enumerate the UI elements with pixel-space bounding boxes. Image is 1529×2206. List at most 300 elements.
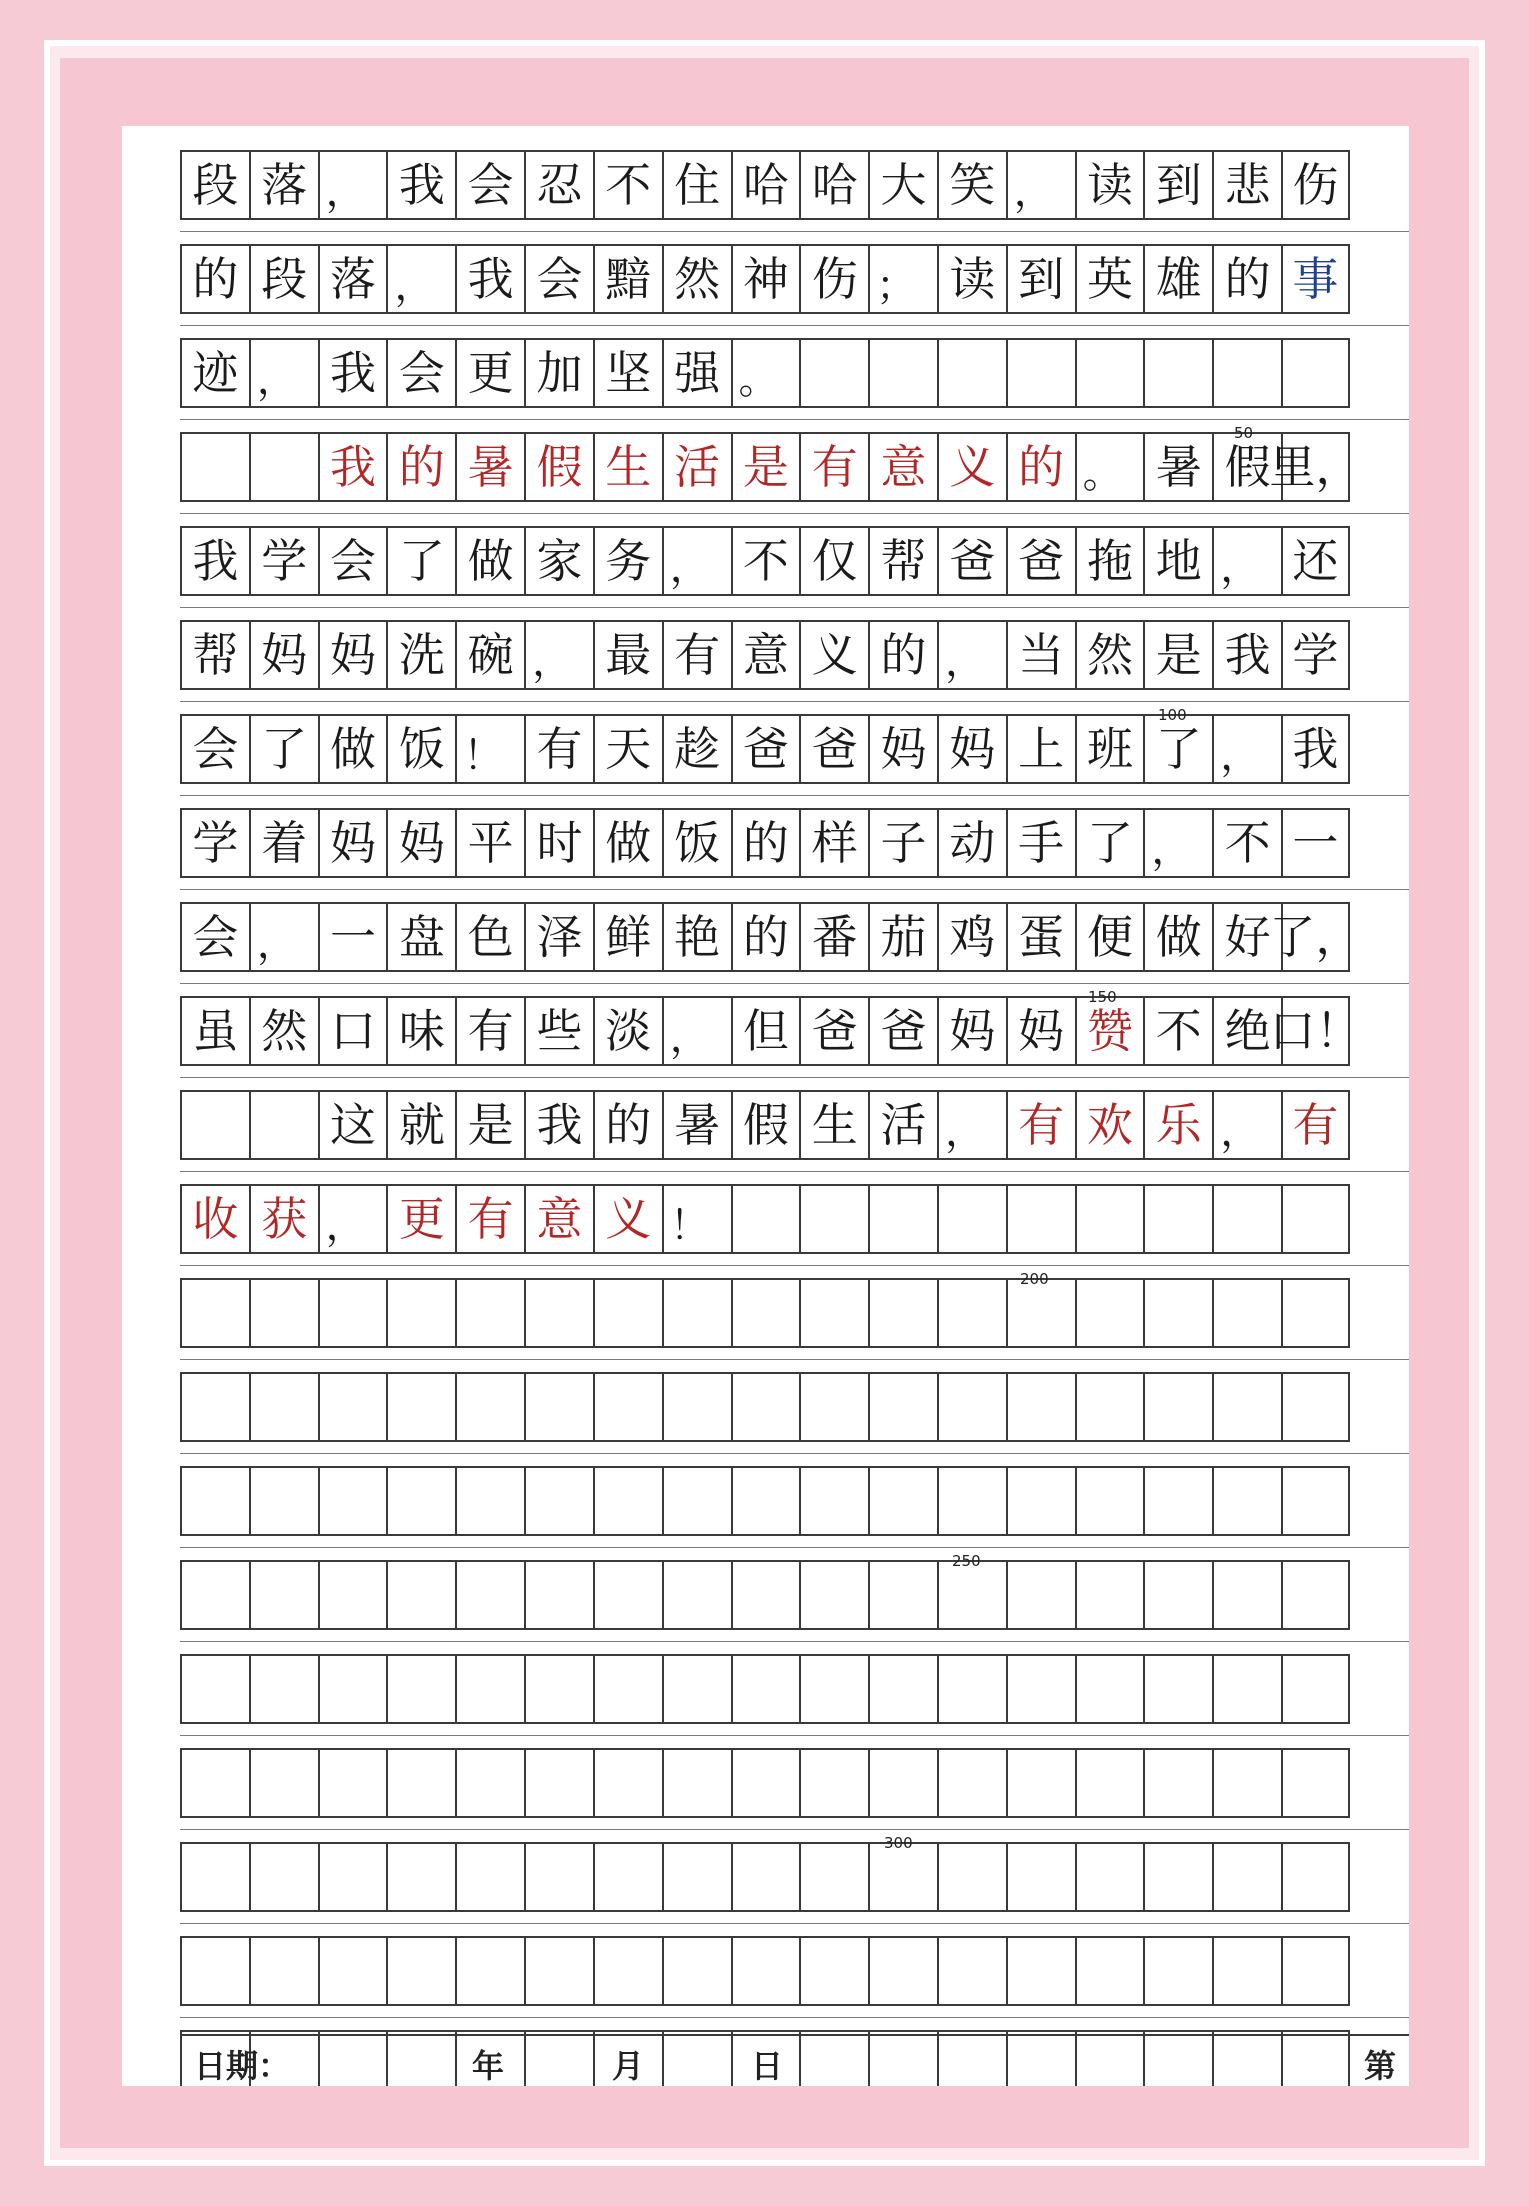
grid-cell: ， xyxy=(1212,528,1281,594)
grid-cell: 会 xyxy=(180,904,249,970)
grid-cell: 的 xyxy=(868,622,937,688)
grid-cell: 读 xyxy=(1075,152,1144,218)
grid-cell xyxy=(1006,1656,1075,1722)
grid-cell xyxy=(386,1938,455,2004)
grid-cell: 绝 xyxy=(1212,998,1281,1064)
grid-cell: ； xyxy=(868,246,937,312)
grid-cell: 些 xyxy=(524,998,593,1064)
grid-cell xyxy=(868,340,937,406)
grid-cell xyxy=(524,1374,593,1440)
grid-cell xyxy=(868,1656,937,1722)
grid-cell: 天 xyxy=(593,716,662,782)
grid-cell: 欢 xyxy=(1075,1092,1144,1158)
grid-cell: 黯 xyxy=(593,246,662,312)
grid-cell xyxy=(1006,1280,1075,1346)
grid-cell xyxy=(318,1374,387,1440)
grid-cell xyxy=(937,340,1006,406)
grid-cell: 。 xyxy=(1075,434,1144,500)
grid-cell xyxy=(662,1562,731,1628)
grid-cell xyxy=(455,1844,524,1910)
grid-cell xyxy=(249,1374,318,1440)
grid-cell: 爸 xyxy=(868,998,937,1064)
grid-cell: 有 xyxy=(455,1186,524,1252)
grid-row xyxy=(180,1936,1350,2006)
grid-cell xyxy=(180,1938,249,2004)
grid-cell xyxy=(937,1186,1006,1252)
grid-cell xyxy=(593,1656,662,1722)
grid-row xyxy=(180,526,1350,596)
grid-cell xyxy=(180,434,249,500)
grid-cell: 学 xyxy=(1281,622,1350,688)
grid-cell: 帮 xyxy=(180,622,249,688)
grid-cell: 假 xyxy=(524,434,593,500)
grid-cell xyxy=(180,1562,249,1628)
grid-cell xyxy=(1143,1374,1212,1440)
grid-cell: 妈 xyxy=(318,810,387,876)
grid-cell: 假 xyxy=(731,1092,800,1158)
page-label: 第 xyxy=(1364,2047,1397,2085)
grid-row xyxy=(180,1466,1350,1536)
grid-cell: 了 xyxy=(1075,810,1144,876)
grid-cell xyxy=(1281,1750,1350,1816)
grid-cell xyxy=(1281,1468,1350,1534)
grid-cell: 笑 xyxy=(937,152,1006,218)
grid-cell: 是 xyxy=(1143,622,1212,688)
grid-cell: 我 xyxy=(180,528,249,594)
grid-cell xyxy=(1281,1562,1350,1628)
grid-row xyxy=(180,432,1362,502)
word-count-150: 150 xyxy=(1088,988,1117,1006)
grid-cell xyxy=(731,1562,800,1628)
grid-cell xyxy=(1075,1374,1144,1440)
grid-cell xyxy=(593,1844,662,1910)
grid-cell xyxy=(455,1938,524,2004)
grid-cell xyxy=(662,1938,731,2004)
grid-cell xyxy=(799,1562,868,1628)
grid-cell xyxy=(1212,1750,1281,1816)
grid-cell xyxy=(455,1656,524,1722)
grid-cell: 趁 xyxy=(662,716,731,782)
grid-cell xyxy=(868,1374,937,1440)
grid-cell: ， xyxy=(662,998,731,1064)
grid-cell: 事 xyxy=(1281,246,1350,312)
grid-cell: 妈 xyxy=(937,998,1006,1064)
grid-row xyxy=(180,1278,1350,1348)
grid-cell xyxy=(1212,1468,1281,1534)
grid-cell: 的 xyxy=(731,904,800,970)
grid-cell xyxy=(524,1844,593,1910)
grid-cell: 神 xyxy=(731,246,800,312)
grid-cell: 洗 xyxy=(386,622,455,688)
grid-cell xyxy=(1143,340,1212,406)
grid-cell xyxy=(1075,1280,1144,1346)
grid-cell xyxy=(249,434,318,500)
grid-cell: 义 xyxy=(593,1186,662,1252)
grid-cell: 会 xyxy=(524,246,593,312)
grid-cell xyxy=(1006,1186,1075,1252)
grid-cell xyxy=(1281,1186,1350,1252)
grid-cell: 乐 xyxy=(1143,1092,1212,1158)
grid-cell: 妈 xyxy=(318,622,387,688)
grid-cell: 然 xyxy=(662,246,731,312)
grid-cell: 雄 xyxy=(1143,246,1212,312)
grid-cell: ， xyxy=(318,1186,387,1252)
grid-cell xyxy=(1212,1186,1281,1252)
grid-cell: ， xyxy=(1006,152,1075,218)
grid-cell: 活 xyxy=(662,434,731,500)
grid-cell xyxy=(1006,1374,1075,1440)
grid-cell: 义 xyxy=(937,434,1006,500)
grid-cell xyxy=(386,1562,455,1628)
grid-cell: 有 xyxy=(524,716,593,782)
grid-cell xyxy=(731,1374,800,1440)
grid-cell: ， xyxy=(662,528,731,594)
grid-cell: 里， xyxy=(1281,434,1350,500)
grid-cell: 务 xyxy=(593,528,662,594)
grid-cell xyxy=(593,1374,662,1440)
grid-cell: 一 xyxy=(1281,810,1350,876)
grid-cell: 蛋 xyxy=(1006,904,1075,970)
grid-cell xyxy=(524,1280,593,1346)
grid-cell: 着 xyxy=(249,810,318,876)
grid-cell: 班 xyxy=(1075,716,1144,782)
grid-cell xyxy=(1281,1656,1350,1722)
grid-cell xyxy=(937,1750,1006,1816)
grid-cell xyxy=(1281,340,1350,406)
grid-cell: 不 xyxy=(1143,998,1212,1064)
grid-cell: 妈 xyxy=(937,716,1006,782)
writing-grid xyxy=(180,150,1362,2086)
grid-cell: 义 xyxy=(799,622,868,688)
grid-cell xyxy=(180,1844,249,1910)
grid-cell xyxy=(249,1092,318,1158)
grid-cell xyxy=(1212,1280,1281,1346)
grid-cell: 落 xyxy=(318,246,387,312)
grid-cell xyxy=(455,1750,524,1816)
grid-cell: 地 xyxy=(1143,528,1212,594)
grid-cell xyxy=(868,1938,937,2004)
grid-cell: 虽 xyxy=(180,998,249,1064)
grid-cell xyxy=(318,1280,387,1346)
grid-cell: 会 xyxy=(318,528,387,594)
grid-cell xyxy=(1075,1938,1144,2004)
grid-cell xyxy=(318,1938,387,2004)
grid-cell xyxy=(249,1656,318,1722)
grid-cell: 然 xyxy=(249,998,318,1064)
word-count-100: 100 xyxy=(1158,706,1187,724)
grid-cell: 生 xyxy=(799,1092,868,1158)
grid-cell xyxy=(455,1468,524,1534)
grid-cell: 的 xyxy=(1212,246,1281,312)
grid-cell: 暑 xyxy=(1143,434,1212,500)
grid-cell: 意 xyxy=(868,434,937,500)
grid-cell: 学 xyxy=(249,528,318,594)
grid-cell: 会 xyxy=(180,716,249,782)
grid-cell: 获 xyxy=(249,1186,318,1252)
grid-cell: 生 xyxy=(593,434,662,500)
grid-cell: 爸 xyxy=(799,998,868,1064)
grid-cell: 艳 xyxy=(662,904,731,970)
grid-cell: 手 xyxy=(1006,810,1075,876)
date-label: 日期： xyxy=(194,2047,291,2085)
grid-cell: ， xyxy=(249,340,318,406)
grid-cell: 读 xyxy=(937,246,1006,312)
grid-cell xyxy=(386,1656,455,1722)
grid-cell xyxy=(1075,1750,1144,1816)
grid-cell: 到 xyxy=(1006,246,1075,312)
word-count-250: 250 xyxy=(952,1552,981,1570)
grid-cell: 的 xyxy=(593,1092,662,1158)
grid-cell xyxy=(593,1938,662,2004)
grid-cell: 口！ xyxy=(1281,998,1350,1064)
grid-cell: ， xyxy=(937,622,1006,688)
grid-cell: 口 xyxy=(318,998,387,1064)
grid-cell xyxy=(455,1562,524,1628)
grid-cell xyxy=(868,1468,937,1534)
grid-cell xyxy=(731,1280,800,1346)
grid-cell xyxy=(731,1468,800,1534)
grid-cell: 有 xyxy=(662,622,731,688)
grid-cell: 我 xyxy=(1212,622,1281,688)
grid-cell xyxy=(593,1562,662,1628)
grid-cell xyxy=(1212,1374,1281,1440)
grid-cell: ， xyxy=(1212,716,1281,782)
grid-cell: 拖 xyxy=(1075,528,1144,594)
grid-cell: 的 xyxy=(386,434,455,500)
day-label: 日 xyxy=(751,2047,784,2085)
grid-cell: 还 xyxy=(1281,528,1350,594)
grid-cell: 这 xyxy=(318,1092,387,1158)
grid-cell xyxy=(524,1468,593,1534)
grid-cell: 不 xyxy=(731,528,800,594)
grid-cell: 意 xyxy=(524,1186,593,1252)
grid-cell xyxy=(386,1468,455,1534)
grid-cell xyxy=(937,1280,1006,1346)
month-label: 月 xyxy=(612,2047,645,2085)
grid-cell xyxy=(1143,1750,1212,1816)
grid-cell: 泽 xyxy=(524,904,593,970)
grid-cell xyxy=(180,1092,249,1158)
grid-cell xyxy=(180,1374,249,1440)
grid-cell xyxy=(1143,1938,1212,2004)
grid-cell xyxy=(1143,1562,1212,1628)
grid-cell xyxy=(1075,1186,1144,1252)
grid-cell: 有 xyxy=(1281,1092,1350,1158)
grid-cell: 是 xyxy=(455,1092,524,1158)
grid-cell xyxy=(1075,1656,1144,1722)
grid-cell: 了 xyxy=(249,716,318,782)
grid-cell: 迹 xyxy=(180,340,249,406)
footer-divider xyxy=(180,2034,1409,2036)
grid-cell: 鸡 xyxy=(937,904,1006,970)
grid-cell xyxy=(1075,340,1144,406)
grid-cell: 到 xyxy=(1143,152,1212,218)
grid-row xyxy=(180,808,1350,878)
grid-cell: 时 xyxy=(524,810,593,876)
grid-cell xyxy=(249,1750,318,1816)
grid-cell xyxy=(799,1750,868,1816)
grid-cell: 爸 xyxy=(937,528,1006,594)
grid-cell: 爸 xyxy=(731,716,800,782)
grid-cell: 好 xyxy=(1212,904,1281,970)
grid-cell: 有 xyxy=(799,434,868,500)
grid-cell: 不 xyxy=(593,152,662,218)
grid-cell: 然 xyxy=(1075,622,1144,688)
year-label: 年 xyxy=(472,2047,505,2085)
grid-cell xyxy=(1143,1280,1212,1346)
grid-row xyxy=(180,996,1362,1066)
grid-cell xyxy=(937,1374,1006,1440)
grid-cell xyxy=(249,1468,318,1534)
grid-cell: 的 xyxy=(180,246,249,312)
grid-cell xyxy=(1075,1562,1144,1628)
grid-cell: 更 xyxy=(455,340,524,406)
page-footer xyxy=(194,2041,1409,2085)
grid-cell: 样 xyxy=(799,810,868,876)
grid-cell xyxy=(318,1844,387,1910)
grid-cell xyxy=(1006,1844,1075,1910)
grid-cell xyxy=(731,1186,800,1252)
grid-cell: 是 xyxy=(731,434,800,500)
grid-cell: 的 xyxy=(1006,434,1075,500)
grid-row xyxy=(180,620,1350,690)
grid-cell xyxy=(1281,1280,1350,1346)
grid-cell: 不 xyxy=(1212,810,1281,876)
grid-cell xyxy=(731,1844,800,1910)
grid-cell: 忍 xyxy=(524,152,593,218)
grid-cell xyxy=(180,1750,249,1816)
grid-cell xyxy=(524,1656,593,1722)
grid-cell: 家 xyxy=(524,528,593,594)
grid-cell: 做 xyxy=(455,528,524,594)
grid-cell: 碗 xyxy=(455,622,524,688)
grid-cell: ， xyxy=(1143,810,1212,876)
grid-cell: 伤 xyxy=(799,246,868,312)
grid-cell: 茄 xyxy=(868,904,937,970)
grid-cell: 收 xyxy=(180,1186,249,1252)
grid-cell: 落 xyxy=(249,152,318,218)
grid-cell xyxy=(386,1750,455,1816)
grid-cell: 大 xyxy=(868,152,937,218)
grid-cell xyxy=(937,1562,1006,1628)
grid-cell: 鲜 xyxy=(593,904,662,970)
grid-cell xyxy=(1143,1656,1212,1722)
grid-cell: ！ xyxy=(455,716,524,782)
grid-cell xyxy=(1143,1186,1212,1252)
grid-cell: 妈 xyxy=(1006,998,1075,1064)
grid-cell xyxy=(731,1938,800,2004)
grid-cell: 英 xyxy=(1075,246,1144,312)
grid-cell xyxy=(1006,1938,1075,2004)
grid-cell: 住 xyxy=(662,152,731,218)
grid-row xyxy=(180,338,1350,408)
grid-cell xyxy=(1075,1468,1144,1534)
grid-cell xyxy=(249,1562,318,1628)
grid-cell: 动 xyxy=(937,810,1006,876)
word-count-300: 300 xyxy=(884,1834,913,1852)
grid-cell: 平 xyxy=(455,810,524,876)
grid-cell xyxy=(662,1656,731,1722)
grid-cell: 的 xyxy=(731,810,800,876)
grid-cell: 了， xyxy=(1281,904,1350,970)
grid-cell: 我 xyxy=(455,246,524,312)
grid-cell: 有 xyxy=(455,998,524,1064)
grid-cell: 更 xyxy=(386,1186,455,1252)
grid-cell xyxy=(799,1656,868,1722)
grid-row xyxy=(180,150,1350,220)
grid-cell xyxy=(1075,1844,1144,1910)
grid-cell xyxy=(249,1280,318,1346)
grid-cell xyxy=(937,1656,1006,1722)
grid-cell: 我 xyxy=(524,1092,593,1158)
grid-cell: 妈 xyxy=(386,810,455,876)
grid-cell: 我 xyxy=(1281,716,1350,782)
grid-cell xyxy=(1212,1562,1281,1628)
grid-cell: 就 xyxy=(386,1092,455,1158)
grid-cell: 爸 xyxy=(1006,528,1075,594)
grid-cell: 我 xyxy=(386,152,455,218)
grid-cell xyxy=(1212,1844,1281,1910)
grid-cell xyxy=(1006,1750,1075,1816)
grid-cell xyxy=(1212,340,1281,406)
grid-cell xyxy=(799,340,868,406)
grid-cell xyxy=(249,1938,318,2004)
grid-cell: 我 xyxy=(318,434,387,500)
grid-cell: 妈 xyxy=(868,716,937,782)
grid-cell: 我 xyxy=(318,340,387,406)
grid-cell: 做 xyxy=(318,716,387,782)
grid-cell: 一 xyxy=(318,904,387,970)
grid-cell: 了 xyxy=(386,528,455,594)
grid-cell xyxy=(386,1280,455,1346)
grid-cell: 帮 xyxy=(868,528,937,594)
grid-cell xyxy=(799,1938,868,2004)
grid-row xyxy=(180,244,1350,314)
grid-cell xyxy=(386,1374,455,1440)
grid-cell xyxy=(868,1562,937,1628)
grid-cell xyxy=(1006,340,1075,406)
grid-row xyxy=(180,1090,1350,1160)
grid-row xyxy=(180,714,1350,784)
grid-cell xyxy=(799,1280,868,1346)
grid-cell: 段 xyxy=(249,246,318,312)
grid-cell xyxy=(662,1750,731,1816)
grid-cell: 爸 xyxy=(799,716,868,782)
grid-cell xyxy=(868,1280,937,1346)
grid-cell xyxy=(386,1844,455,1910)
grid-cell: 色 xyxy=(455,904,524,970)
grid-cell: 强 xyxy=(662,340,731,406)
grid-cell: 哈 xyxy=(731,152,800,218)
grid-cell: 最 xyxy=(593,622,662,688)
grid-cell: 淡 xyxy=(593,998,662,1064)
grid-row xyxy=(180,1748,1350,1818)
grid-row xyxy=(180,1654,1350,1724)
grid-cell: 伤 xyxy=(1281,152,1350,218)
grid-cell: ， xyxy=(1212,1092,1281,1158)
grid-cell: 便 xyxy=(1075,904,1144,970)
grid-cell xyxy=(318,1562,387,1628)
grid-cell xyxy=(318,1468,387,1534)
grid-cell: 赞 xyxy=(1075,998,1144,1064)
grid-cell: 番 xyxy=(799,904,868,970)
grid-row xyxy=(180,1372,1350,1442)
grid-cell: 但 xyxy=(731,998,800,1064)
grid-cell: 学 xyxy=(180,810,249,876)
grid-row xyxy=(180,902,1362,972)
grid-cell: 。 xyxy=(731,340,800,406)
grid-cell xyxy=(868,1750,937,1816)
